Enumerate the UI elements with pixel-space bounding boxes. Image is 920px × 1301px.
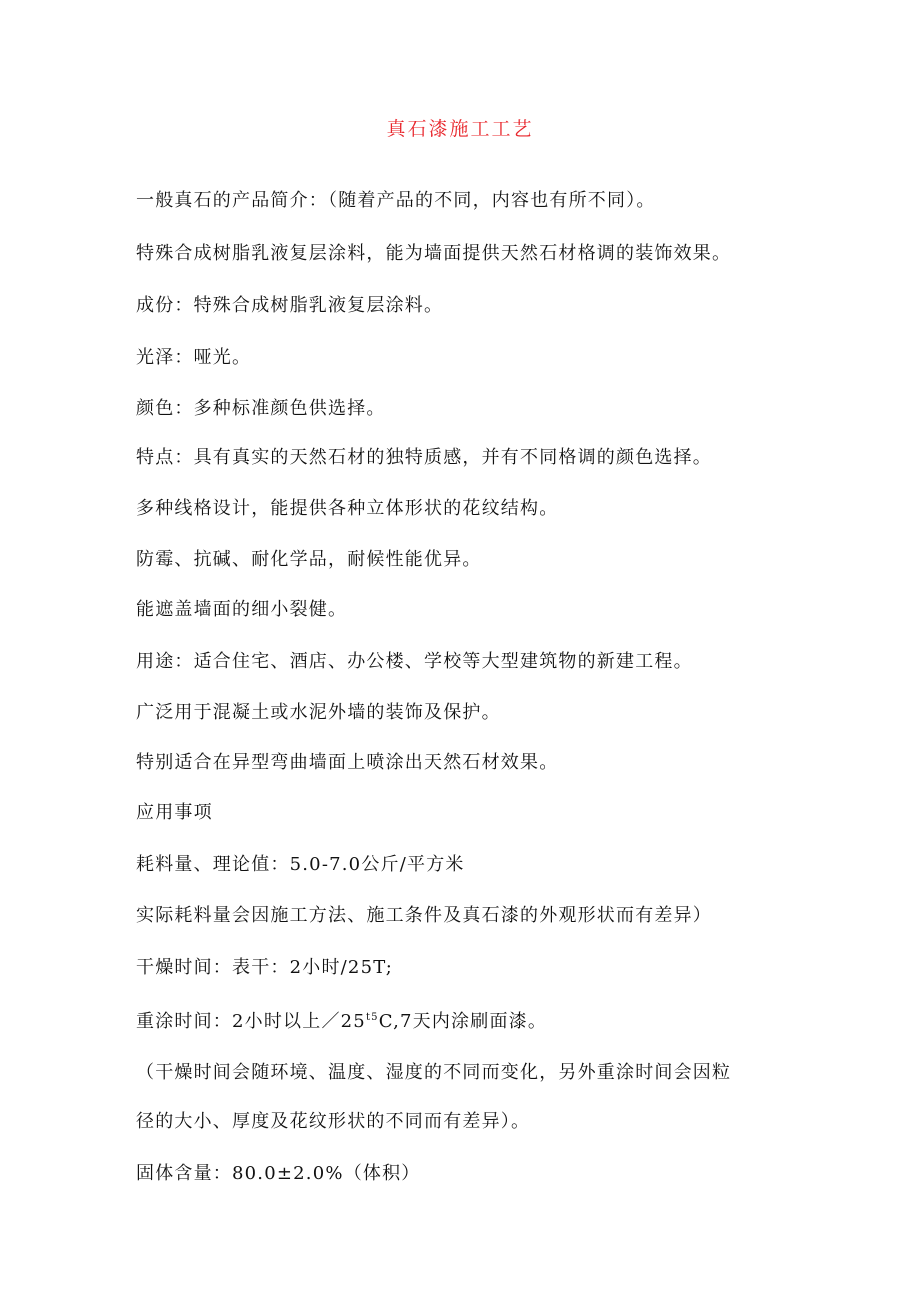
- paragraph-line: 耗料量、理论值：5.0-7.0公斤/平方米: [136, 854, 465, 875]
- paragraph-line: 特点：具有真实的天然石材的独特质感，并有不同格调的颜色选择。: [136, 447, 712, 468]
- paragraph-line: 颜色：多种标准颜色供选择。: [136, 398, 386, 419]
- paragraph-line: 特殊合成树脂乳液复层涂料，能为墙面提供天然石材格调的装饰效果。: [136, 243, 732, 264]
- recoat-text-before: 重涂时间：2小时以上／25: [136, 1011, 366, 1032]
- paragraph-line: 特别适合在异型弯曲墙面上喷涂出天然石材效果。: [136, 752, 559, 773]
- paragraph-line: 防霉、抗碱、耐化学品，耐候性能优异。: [136, 549, 482, 570]
- paragraph-line: 固体含量：80.0±2.0%（体积）: [136, 1163, 421, 1184]
- paragraph-line: 成份：特殊合成树脂乳液复层涂料。: [136, 295, 444, 316]
- paragraph-line: 能遮盖墙面的细小裂健。: [136, 599, 348, 620]
- paragraph-line: （干燥时间会随环境、温度、湿度的不同而变化，另外重涂时间会因粒: [136, 1062, 732, 1083]
- paragraph-line: 用途：适合住宅、酒店、办公楼、学校等大型建筑物的新建工程。: [136, 651, 693, 672]
- section-heading: 应用事项: [136, 802, 213, 823]
- paragraph-line: 实际耗料量会因施工方法、施工条件及真石漆的外观形状而有差异）: [136, 905, 712, 926]
- paragraph-line: 一般真石的产品简介：（随着产品的不同，内容也有所不同）。: [136, 190, 656, 211]
- document-title: 真石漆施工工艺: [386, 118, 534, 140]
- recoat-superscript: t5: [365, 1012, 379, 1023]
- recoat-time-line: [136, 1010, 547, 1034]
- paragraph-line: 多种线格设计，能提供各种立体形状的花纹结构。: [136, 498, 559, 519]
- paragraph-line: 干燥时间：表干：2小时/25T;: [136, 957, 394, 978]
- recoat-text-after: C,7天内涂刷面漆。: [378, 1011, 548, 1032]
- paragraph-line: 径的大小、厚度及花纹形状的不同而有差异）。: [136, 1111, 531, 1132]
- paragraph-line: 光泽：哑光。: [136, 347, 252, 368]
- paragraph-line: 广泛用于混凝土或水泥外墙的装饰及保护。: [136, 702, 501, 723]
